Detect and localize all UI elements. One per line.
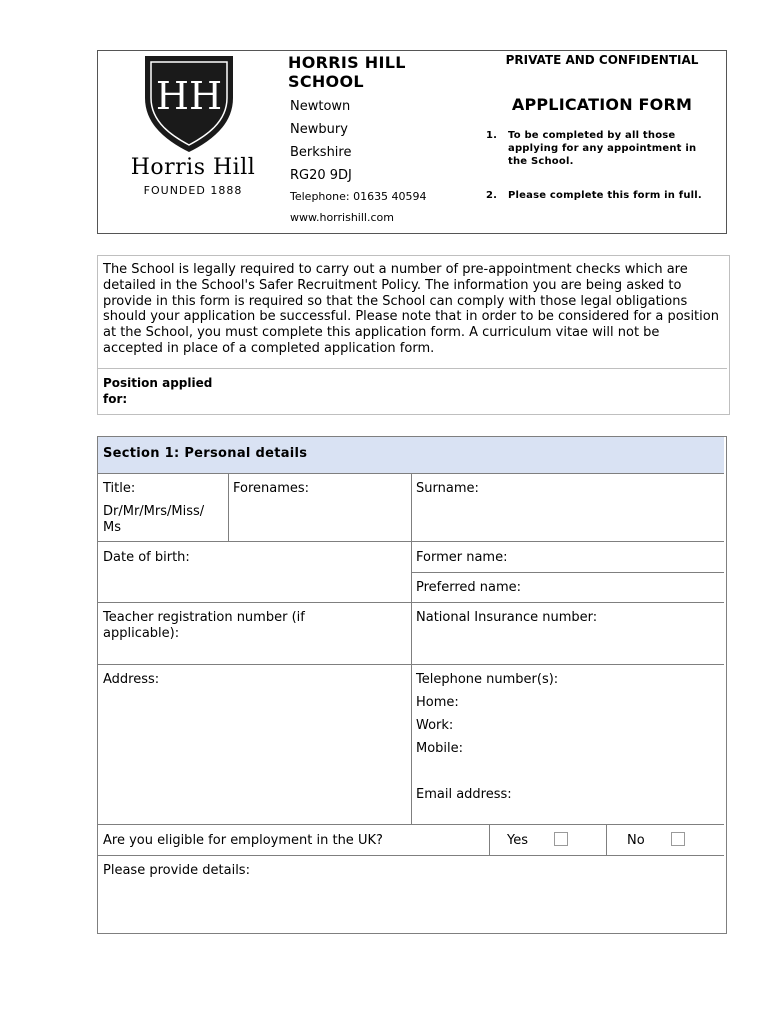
title-options: Dr/Mr/Mrs/Miss/ Ms bbox=[103, 504, 205, 535]
divider bbox=[98, 368, 727, 369]
instruction-2 bbox=[486, 189, 711, 219]
ni-number-label: National Insurance number: bbox=[416, 610, 598, 625]
school-telephone: Telephone: 01635 40594 bbox=[290, 190, 427, 203]
personal-details-section bbox=[97, 436, 727, 934]
logo-wordmark: Horris Hill bbox=[130, 155, 256, 180]
divider bbox=[98, 824, 724, 825]
instruction-text: To be completed by all those applying for any appointment in the School. bbox=[508, 130, 697, 167]
divider bbox=[228, 473, 229, 541]
letterhead bbox=[97, 50, 727, 234]
svg-text:HH: HH bbox=[155, 74, 223, 118]
forenames-label: Forenames: bbox=[233, 481, 310, 496]
address-line-3: Berkshire bbox=[290, 145, 352, 160]
address-line-4: RG20 9DJ bbox=[290, 168, 352, 183]
form-title: APPLICATION FORM bbox=[511, 95, 693, 114]
divider bbox=[606, 824, 607, 855]
surname-label: Surname: bbox=[416, 481, 479, 496]
confidential-label: PRIVATE AND CONFIDENTIAL bbox=[505, 53, 699, 67]
logo-founded: FOUNDED 1888 bbox=[143, 184, 243, 197]
teacher-registration-label: Teacher registration number (if applicable): bbox=[103, 610, 305, 641]
section-header bbox=[98, 437, 724, 474]
mobile-phone-label: Mobile: bbox=[416, 741, 464, 756]
no-label: No bbox=[627, 833, 645, 848]
home-phone-label: Home: bbox=[416, 695, 459, 710]
eligibility-question: Are you eligible for employment in the UK? bbox=[103, 833, 383, 848]
telephone-label: Telephone number(s): bbox=[416, 672, 559, 687]
divider bbox=[411, 572, 724, 573]
email-label: Email address: bbox=[416, 787, 512, 802]
preferred-name-label: Preferred name: bbox=[416, 580, 522, 595]
address-label: Address: bbox=[103, 672, 160, 687]
divider bbox=[98, 855, 724, 856]
no-checkbox[interactable] bbox=[671, 832, 685, 846]
position-applied-field[interactable] bbox=[218, 370, 723, 410]
intro-box bbox=[97, 255, 730, 415]
position-applied-label: Position applied for: bbox=[103, 376, 213, 406]
instruction-1 bbox=[486, 129, 711, 169]
yes-checkbox[interactable] bbox=[554, 832, 568, 846]
dob-label: Date of birth: bbox=[103, 550, 190, 565]
work-phone-label: Work: bbox=[416, 718, 454, 733]
instruction-number: 2. bbox=[486, 190, 498, 201]
title-label: Title: bbox=[103, 481, 136, 496]
school-website: www.horrishill.com bbox=[290, 211, 394, 224]
instruction-number: 1. bbox=[486, 130, 498, 141]
intro-text: The School is legally required to carry out a number of pre-appointment checks which are detailed in the School's Safer Recruitment Policy. The information you are being asked to provide in this form is required so that the School can comply with those legal obligations should your application be successful. Please note that in order to be considered for a position at the School, you must complete this application form. A curriculum vitae will not be accepted in place of a completed application form. bbox=[103, 262, 719, 356]
section-title: Section 1: Personal details bbox=[103, 446, 308, 461]
yes-label: Yes bbox=[507, 833, 528, 848]
divider bbox=[411, 473, 412, 824]
address-line-2: Newbury bbox=[290, 122, 348, 137]
divider bbox=[489, 824, 490, 855]
details-label: Please provide details: bbox=[103, 863, 250, 878]
school-crest-icon bbox=[143, 54, 235, 154]
address-line-1: Newtown bbox=[290, 99, 351, 114]
former-name-label: Former name: bbox=[416, 550, 508, 565]
school-name: HORRIS HILL SCHOOL bbox=[288, 53, 406, 91]
instruction-text: Please complete this form in full. bbox=[508, 190, 702, 201]
